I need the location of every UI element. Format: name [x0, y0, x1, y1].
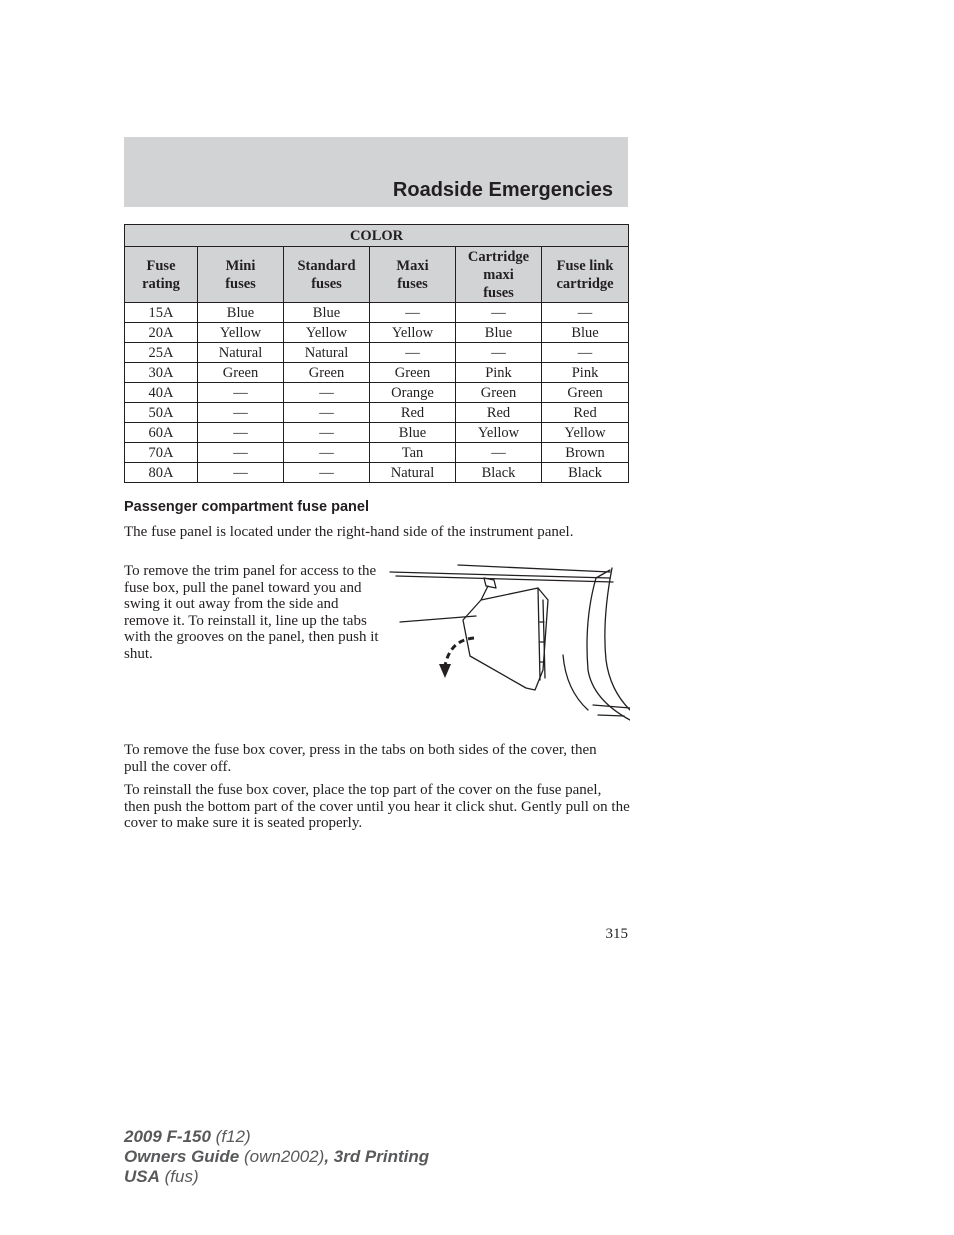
fuse-color-cell: Black [542, 463, 629, 483]
column-header [370, 247, 456, 303]
fuse-color-cell: Yellow [456, 423, 542, 443]
column-header-line: rating [142, 275, 180, 292]
fuse-color-cell: Orange [370, 383, 456, 403]
column-header [284, 247, 370, 303]
fuse-color-cell: Yellow [198, 323, 284, 343]
fuse-color-cell: Natural [198, 343, 284, 363]
fuse-rating-cell: 50A [125, 403, 198, 423]
fuse-color-cell: Natural [370, 463, 456, 483]
fuse-color-cell: Yellow [542, 423, 629, 443]
footer-line-3: USA (fus) [124, 1167, 199, 1186]
fuse-color-cell: Green [456, 383, 542, 403]
fuse-color-cell: Pink [456, 363, 542, 383]
table-row [125, 383, 629, 403]
table-row [125, 423, 629, 443]
fuse-color-cell: — [284, 423, 370, 443]
fuse-color-cell: Blue [284, 303, 370, 323]
column-header-line: fuses [483, 284, 514, 301]
column-header-line: fuses [397, 275, 428, 292]
fuse-rating-cell: 60A [125, 423, 198, 443]
fuse-color-cell: — [284, 443, 370, 463]
column-header-line: Standard [297, 257, 356, 274]
fuse-rating-cell: 15A [125, 303, 198, 323]
fuse-color-cell: — [198, 443, 284, 463]
fuse-rating-cell: 80A [125, 463, 198, 483]
section-heading: Passenger compartment fuse panel [124, 499, 369, 515]
column-header-line: Mini [225, 257, 256, 274]
column-header-line: Maxi [396, 257, 429, 274]
column-header [198, 247, 284, 303]
fuse-color-cell: — [284, 463, 370, 483]
column-header [125, 247, 198, 303]
fuse-color-cell: Blue [542, 323, 629, 343]
fuse-color-cell: Red [542, 403, 629, 423]
fuse-color-table [124, 224, 629, 483]
table-row [125, 323, 629, 343]
fuse-color-cell: Red [370, 403, 456, 423]
fuse-color-cell: Blue [370, 423, 456, 443]
column-header-line: maxi [483, 266, 514, 283]
column-header-line: Fuse link [556, 257, 614, 274]
fuse-color-cell: Blue [456, 323, 542, 343]
fuse-color-cell: Blue [198, 303, 284, 323]
table-row [125, 463, 629, 483]
page-title: Roadside Emergencies [392, 179, 613, 201]
table-row [125, 363, 629, 383]
fuse-color-cell: Tan [370, 443, 456, 463]
footer-line-1: 2009 F-150 (f12) [124, 1127, 251, 1146]
fuse-color-cell: — [542, 343, 629, 363]
table-row [125, 303, 629, 323]
fuse-rating-cell: 40A [125, 383, 198, 403]
fuse-color-cell: — [284, 383, 370, 403]
fuse-color-cell: — [456, 343, 542, 363]
table-row [125, 403, 629, 423]
table-row [125, 343, 629, 363]
fuse-color-cell: — [370, 303, 456, 323]
column-header [456, 247, 542, 303]
fuse-color-cell: Red [456, 403, 542, 423]
fuse-color-cell: — [198, 423, 284, 443]
fuse-rating-cell: 20A [125, 323, 198, 343]
fuse-color-cell: — [456, 303, 542, 323]
table-body [125, 303, 629, 483]
footer-line-2: Owners Guide (own2002), 3rd Printing [124, 1147, 430, 1166]
fuse-color-cell: — [370, 343, 456, 363]
table-column-headers [125, 247, 629, 303]
fuse-color-cell: Brown [542, 443, 629, 463]
paragraph-remove-cover: To remove the fuse box cover, press in the tabs on both sides of the cover, then pull the cover off. [124, 742, 597, 775]
fuse-rating-cell: 30A [125, 363, 198, 383]
column-header-line: fuses [311, 275, 342, 292]
fuse-color-cell: Green [370, 363, 456, 383]
page-number: 315 [605, 926, 628, 942]
header-band [124, 137, 628, 207]
column-header [542, 247, 629, 303]
fuse-color-cell: — [542, 303, 629, 323]
fuse-color-cell: — [198, 383, 284, 403]
fuse-color-cell: Green [542, 383, 629, 403]
column-header-line: cartridge [556, 275, 614, 292]
paragraph-trim-panel: To remove the trim panel for access to the fuse box, pull the panel toward you and swing it out away from the side and remove it. To reinstall it, line up the tabs with the grooves on the panel, then push it shut. [124, 563, 379, 662]
fuse-color-cell: Black [456, 463, 542, 483]
table-group-header: COLOR [125, 225, 629, 247]
fuse-color-cell: Natural [284, 343, 370, 363]
fuse-color-cell: Green [284, 363, 370, 383]
fuse-color-cell: — [198, 463, 284, 483]
fuse-color-cell: — [198, 403, 284, 423]
table-row [125, 443, 629, 463]
trim-panel-illustration [388, 560, 630, 730]
paragraph-reinstall-cover: To reinstall the fuse box cover, place the top part of the cover on the fuse panel, then push the bottom part of the cover until you hear it click shut. Gently pull on the cover to make sure it is seated properly. [124, 782, 630, 831]
fuse-color-cell: Pink [542, 363, 629, 383]
column-header-line: Fuse [146, 257, 176, 274]
column-header-line: Cartridge [467, 248, 530, 265]
column-header-line: fuses [225, 275, 256, 292]
footer-print-info [124, 1127, 429, 1187]
fuse-rating-cell: 70A [125, 443, 198, 463]
paragraph-location: The fuse panel is located under the right-hand side of the instrument panel. [124, 524, 574, 540]
fuse-color-cell: Yellow [284, 323, 370, 343]
fuse-color-cell: — [456, 443, 542, 463]
fuse-color-cell: — [284, 403, 370, 423]
fuse-color-cell: Yellow [370, 323, 456, 343]
fuse-rating-cell: 25A [125, 343, 198, 363]
fuse-color-cell: Green [198, 363, 284, 383]
